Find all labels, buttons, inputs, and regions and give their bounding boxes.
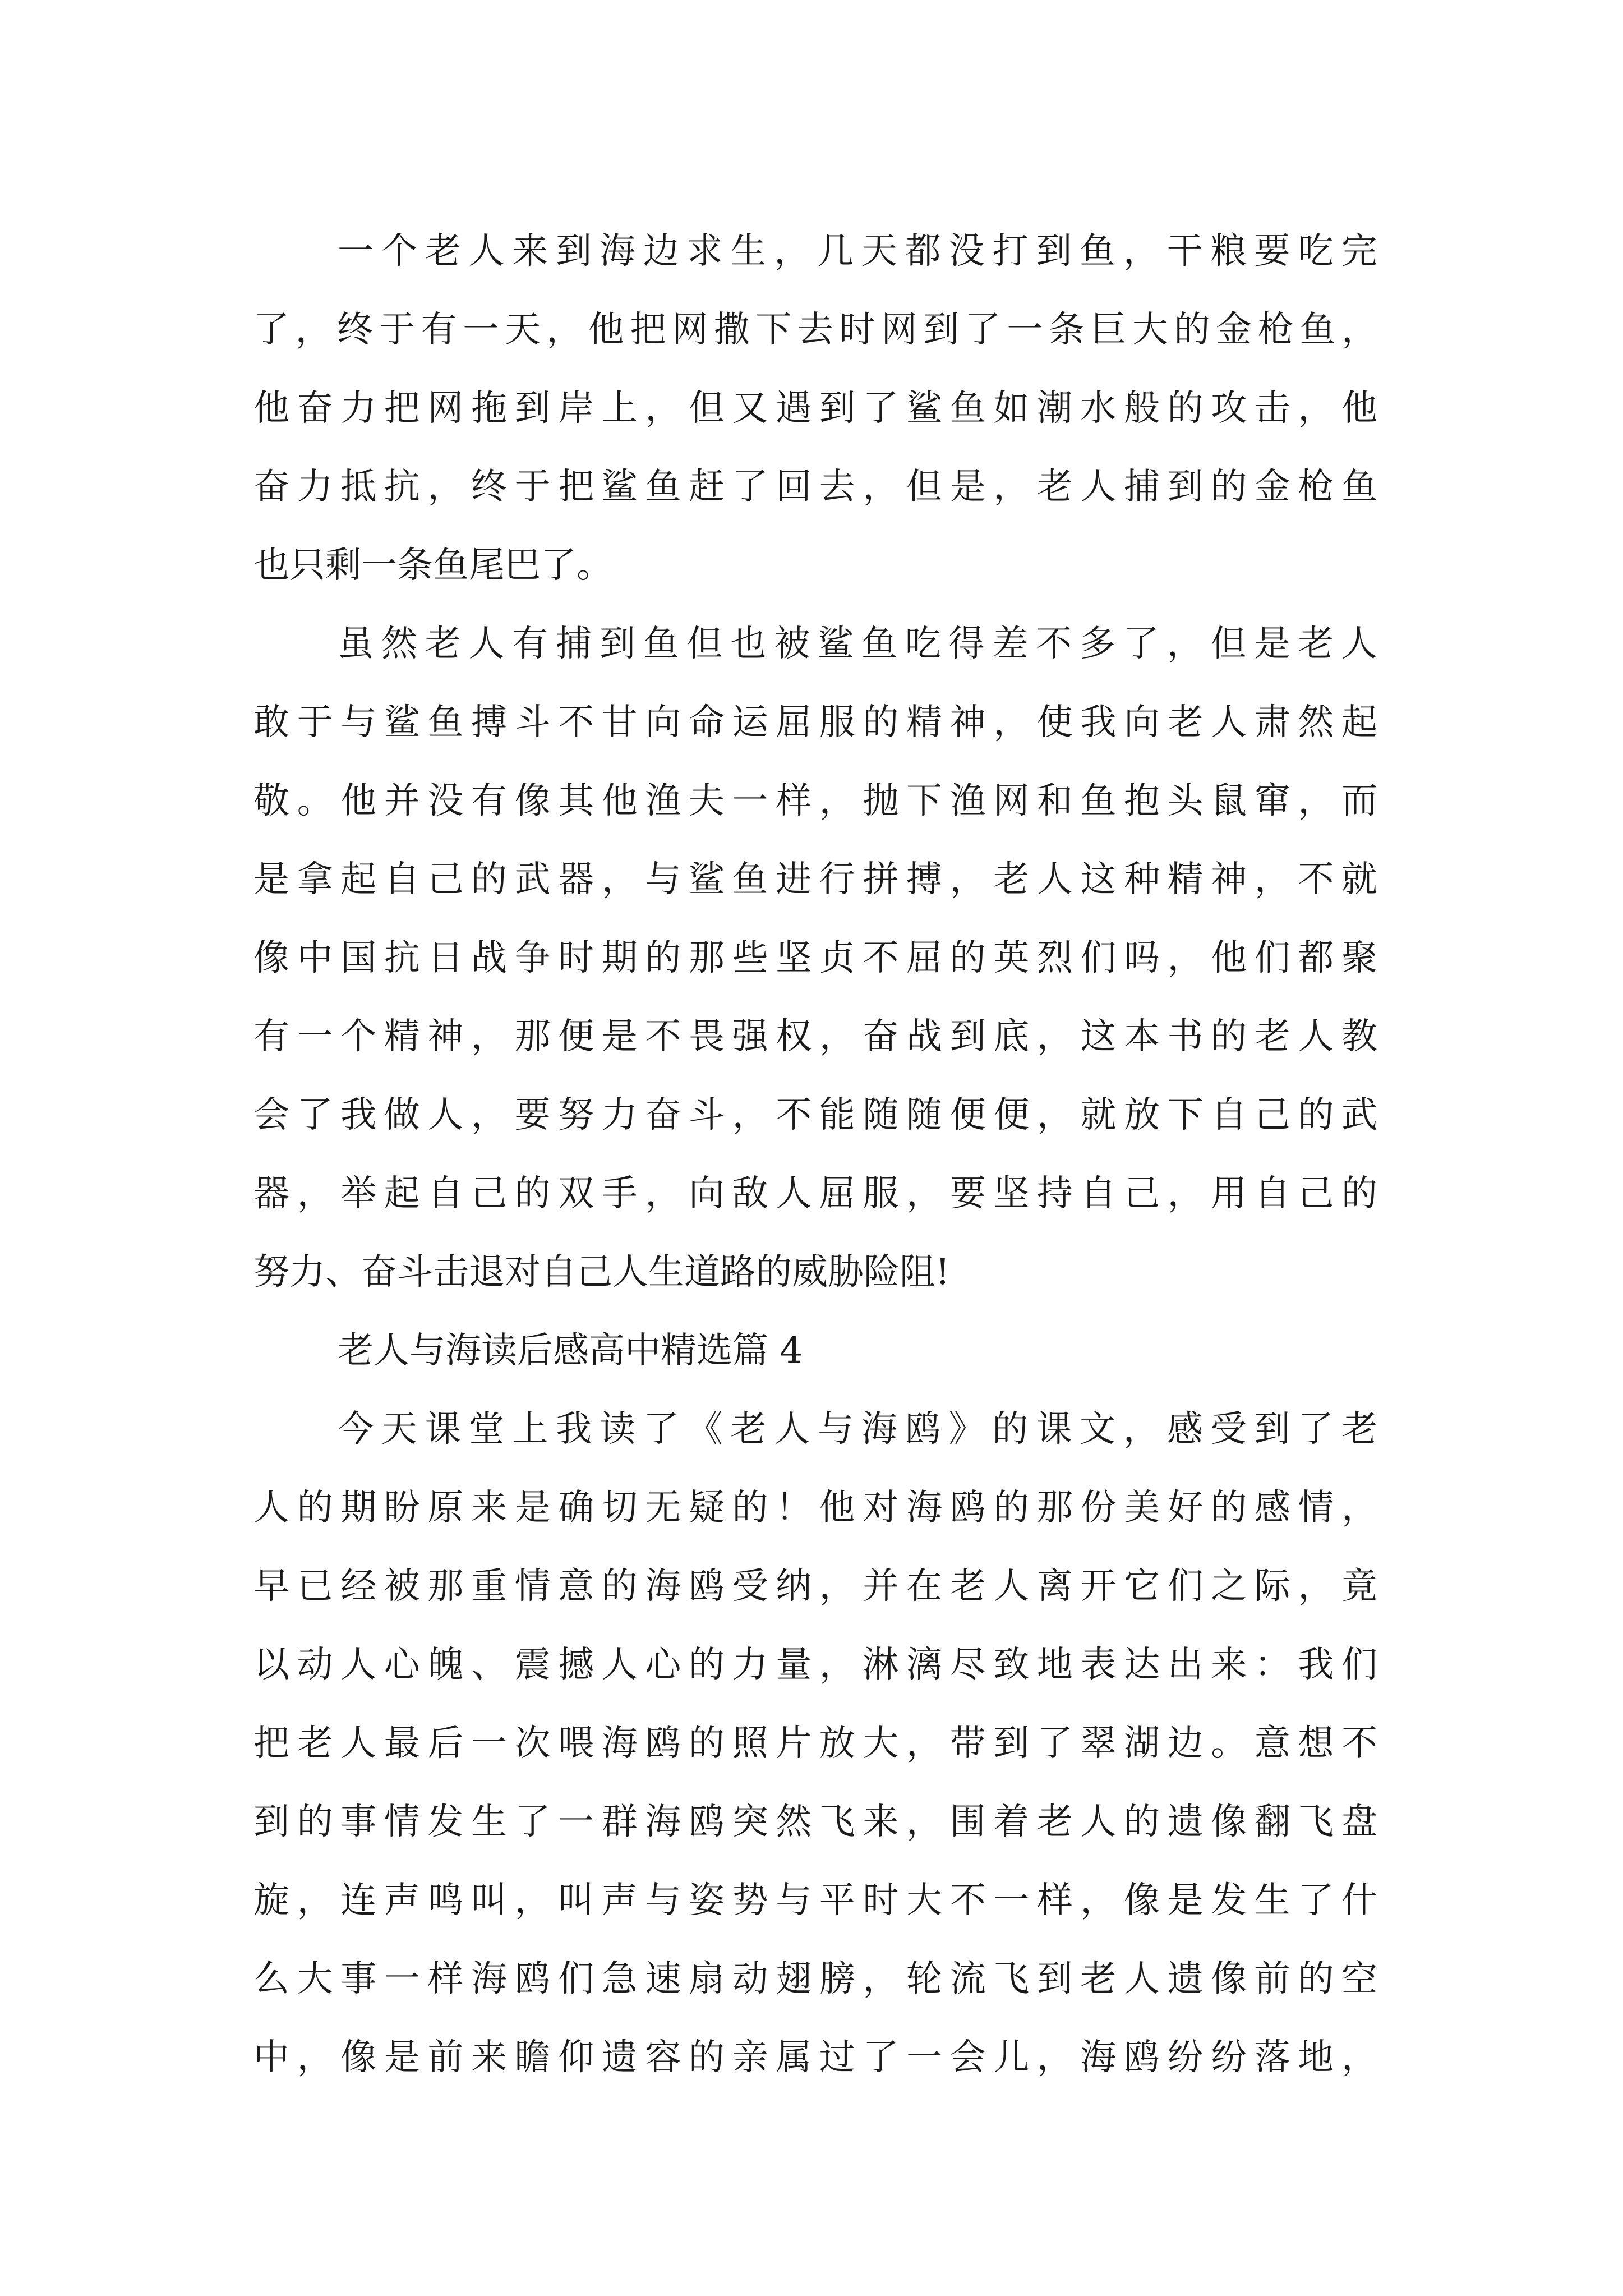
- text-line: 老人与海读后感高中精选篇 4: [338, 1330, 803, 1372]
- text-line: 奋力抵抗，终于把鲨鱼赶了回去，但是，老人捕到的金枪鱼: [253, 466, 1377, 508]
- text-line: 敢于与鲨鱼搏斗不甘向命运屈服的精神，使我向老人肃然起: [253, 702, 1377, 743]
- text-line: 会了我做人，要努力奋斗，不能随随便便，就放下自己的武: [253, 1094, 1377, 1136]
- text-line: 也只剩一条鱼尾巴了。: [253, 545, 612, 586]
- text-line: 器，举起自己的双手，向敌人屈服，要坚持自己，用自己的: [253, 1173, 1377, 1214]
- text-line: 旋，连声鸣叫，叫声与姿势与平时大不一样，像是发生了什: [253, 1880, 1377, 1921]
- text-line: 把老人最后一次喂海鸥的照片放大，带到了翠湖边。意想不: [253, 1723, 1377, 1764]
- text-line: 努力、奋斗击退对自己人生道路的威胁险阻!: [253, 1251, 950, 1293]
- text-line: 是拿起自己的武器，与鲨鱼进行拼搏，老人这种精神，不就: [253, 859, 1377, 900]
- text-line: 早已经被那重情意的海鸥受纳，并在老人离开它们之际，竟: [253, 1566, 1377, 1607]
- document-body: [253, 212, 1377, 2097]
- text-line: 虽然老人有捕到鱼但也被鲨鱼吃得差不多了，但是老人: [338, 623, 1377, 665]
- text-line: 到的事情发生了一群海鸥突然飞来，围着老人的遗像翻飞盘: [253, 1801, 1377, 1843]
- text-line: 人的期盼原来是确切无疑的！他对海鸥的那份美好的感情，: [253, 1487, 1377, 1529]
- text-line: 有一个精神，那便是不畏强权，奋战到底，这本书的老人教: [253, 1016, 1377, 1057]
- text-line: 中，像是前来瞻仰遗容的亲属过了一会儿，海鸥纷纷落地，: [253, 2037, 1377, 2078]
- text-line: 今天课堂上我读了《老人与海鸥》的课文，感受到了老: [338, 1409, 1377, 1450]
- text-line: 以动人心魄、震撼人心的力量，淋漓尽致地表达出来：我们: [253, 1644, 1377, 1686]
- text-line: 一个老人来到海边求生，几天都没打到鱼，干粮要吃完: [338, 231, 1377, 272]
- text-line: 他奋力把网拖到岸上，但又遇到了鲨鱼如潮水般的攻击，他: [253, 388, 1377, 429]
- text-line: 了，终于有一天，他把网撒下去时网到了一条巨大的金枪鱼，: [253, 309, 1377, 351]
- text-line: 么大事一样海鸥们急速扇动翅膀，轮流飞到老人遗像前的空: [253, 1958, 1377, 2000]
- text-line: 敬。他并没有像其他渔夫一样，抛下渔网和鱼抱头鼠窜，而: [253, 780, 1377, 822]
- text-line: 像中国抗日战争时期的那些坚贞不屈的英烈们吗，他们都聚: [253, 937, 1377, 979]
